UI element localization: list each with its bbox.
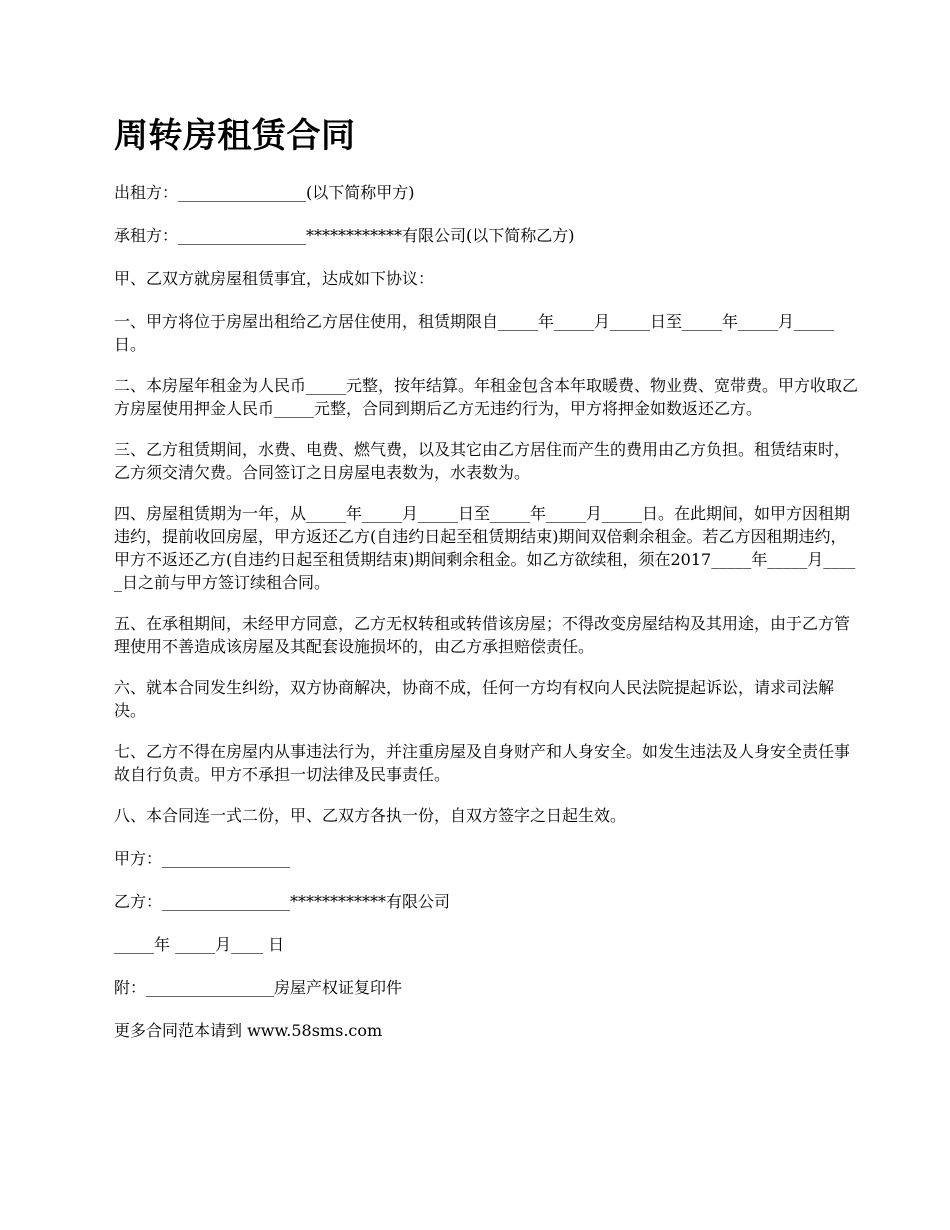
- document-title: 周转房租赁合同: [114, 116, 356, 156]
- clause-8: 八、本合同连一式二份，甲、乙双方各执一份，自双方签字之日起生效。: [114, 806, 627, 825]
- agreement-intro: 甲、乙双方就房屋租赁事宜，达成如下协议：: [114, 269, 435, 288]
- lessee-line: 承租方：________________************有限公司(以下简称乙方): [114, 226, 575, 245]
- signing-date-line: _____年 _____月____ 日: [114, 935, 285, 954]
- clause-1: 一、甲方将位于房屋出租给乙方居住使用，租赁期限自_____年_____月_____日至_____年_____月_____日。: [114, 312, 835, 354]
- clause-4: 四、房屋租赁期为一年，从_____年_____月_____日至_____年_____月_____日。在此期间，如甲方因租期违约，提前收回房屋，甲方返还乙方(自违约日起至租赁期结束)期间双倍剩余租金。若乙方因租期违约，甲方不返还乙方(自违约日起至租赁期结束)期间剩余租金。如乙方欲续租，须在2017_____年_____月_____日之前与甲方签订续租合同。: [114, 504, 856, 592]
- more-templates-line: 更多合同范本请到 www.58sms.com: [114, 1021, 383, 1040]
- document-page: [114, 114, 859, 1062]
- lessor-line: 出租方：________________(以下简称甲方): [114, 183, 415, 202]
- party-a-signature-line: 甲方：________________: [114, 849, 291, 868]
- clause-7: 七、乙方不得在房屋内从事违法行为，并注重房屋及自身财产和人身安全。如发生违法及人身安全责任事故自行负责。甲方不承担一切法律及民事责任。: [114, 742, 851, 784]
- clause-6: 六、就本合同发生纠纷，双方协商解决，协商不成，任何一方均有权向人民法院提起诉讼，请求司法解决。: [114, 678, 835, 720]
- attachment-line: 附：________________房屋产权证复印件: [114, 978, 403, 997]
- clause-3: 三、乙方租赁期间，水费、电费、燃气费，以及其它由乙方居住而产生的费用由乙方负担。租赁结束时，乙方须交清欠费。合同签订之日房屋电表数为，水表数为。: [114, 440, 851, 482]
- clause-2: 二、本房屋年租金为人民币_____元整，按年结算。年租金包含本年取暖费、物业费、宽带费。甲方收取乙方房屋使用押金人民币_____元整，合同到期后乙方无违约行为，甲方将押金如数返还乙方。: [114, 376, 859, 418]
- party-b-signature-line: 乙方：________________************有限公司: [114, 892, 451, 911]
- clause-5: 五、在承租期间，未经甲方同意，乙方无权转租或转借该房屋；不得改变房屋结构及其用途，由于乙方管理使用不善造成该房屋及其配套设施损坏的，由乙方承担赔偿责任。: [114, 614, 851, 656]
